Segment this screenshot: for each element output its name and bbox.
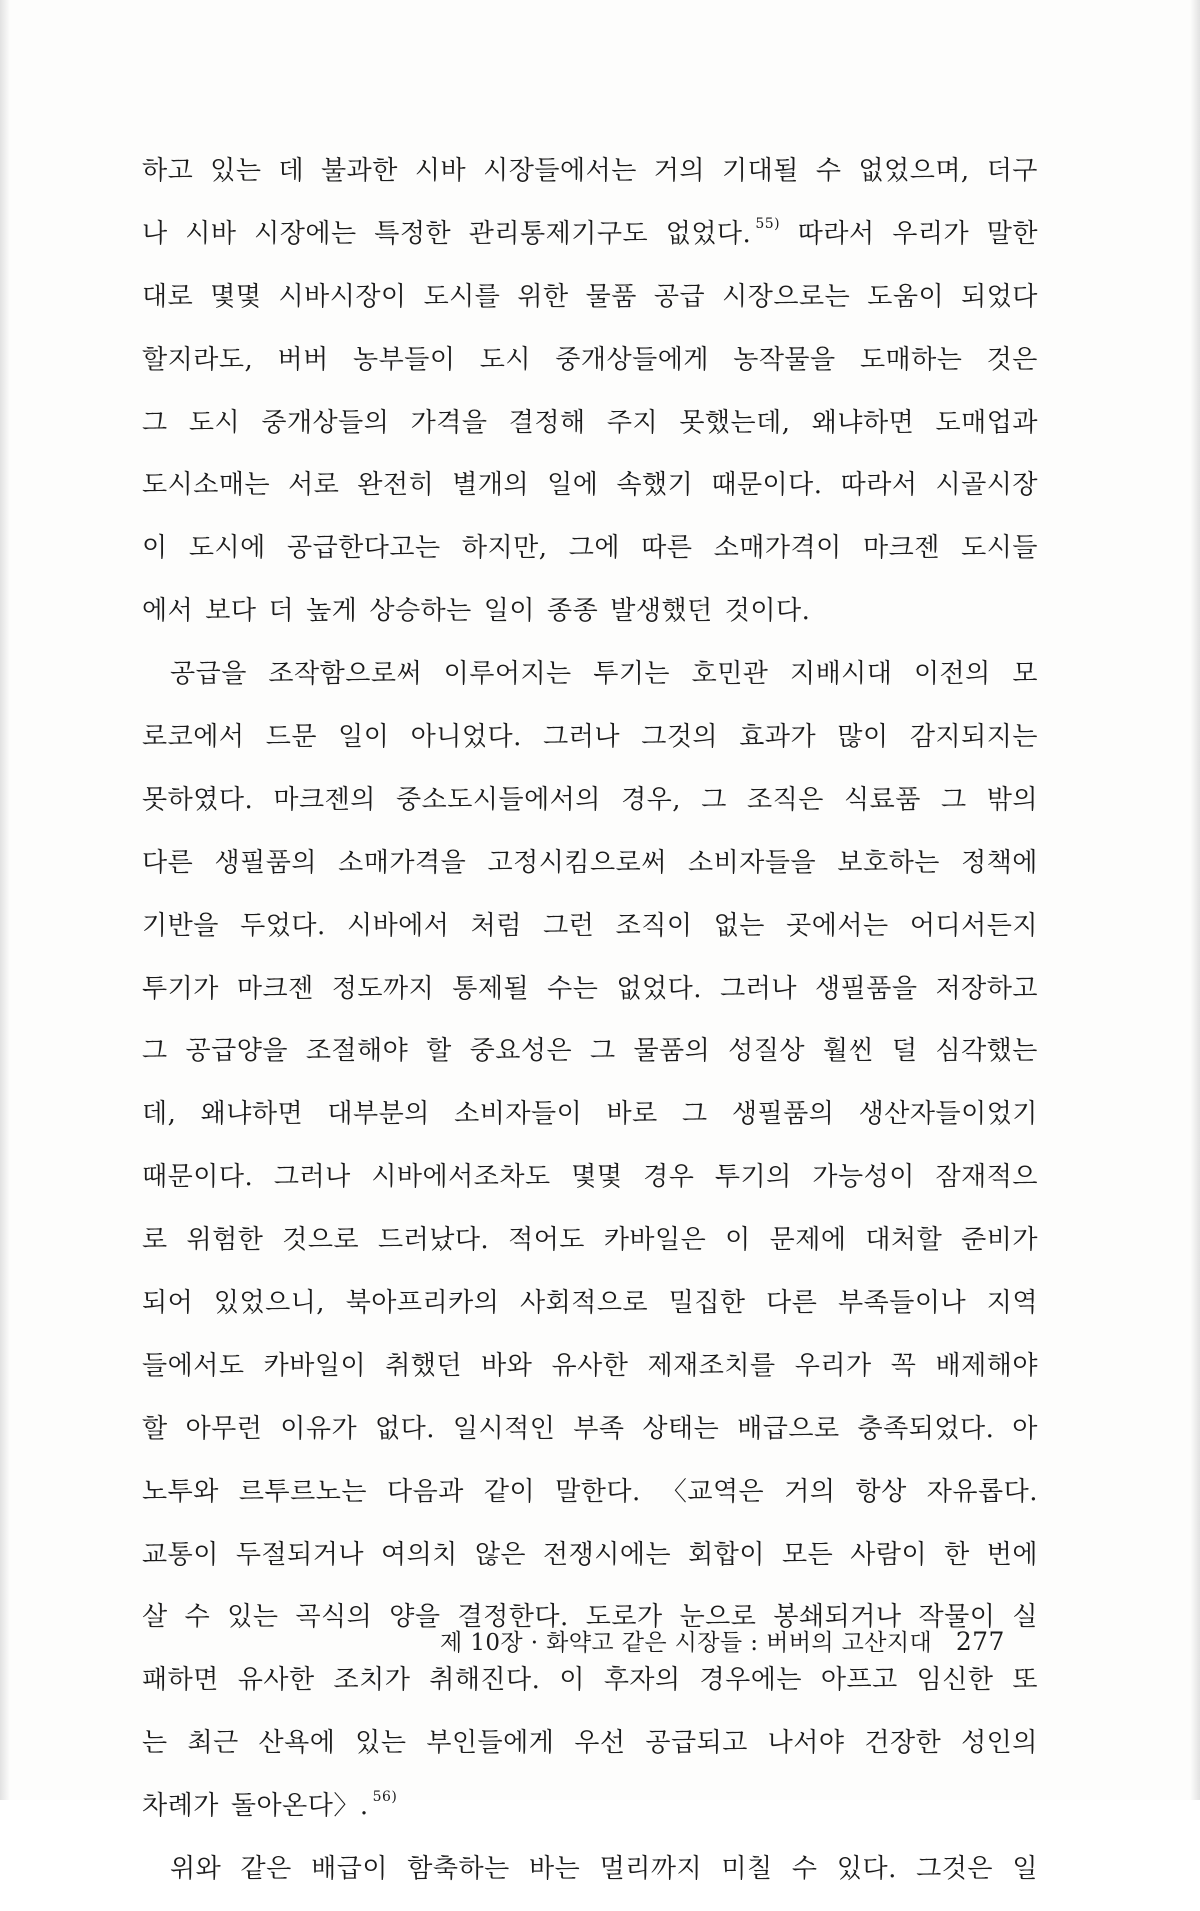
word: 조직이 (615, 910, 693, 941)
word: 그 (142, 407, 168, 438)
word: 소비자들을 (688, 847, 817, 878)
text-line (142, 1534, 1038, 1597)
word: 들에서도 (142, 1350, 245, 1381)
word: 공급을 (170, 659, 247, 690)
word: 그 (142, 1036, 168, 1067)
text-line (142, 1156, 1038, 1219)
word: 지배시대 (789, 659, 893, 690)
word: 소비자들이 (454, 1099, 583, 1130)
word: 공급되고 (645, 1728, 748, 1759)
word: 우리가 (794, 1350, 872, 1381)
word: 항상 (855, 1476, 907, 1507)
word: 수 (815, 156, 842, 186)
word: 사회적으로 (520, 1288, 649, 1319)
word: 결정해 (508, 407, 586, 438)
word: 소매가격이 (713, 533, 842, 564)
word: 수는 (547, 973, 599, 1004)
word: 그것은 (916, 1854, 994, 1885)
word: 말한다. (555, 1476, 641, 1507)
word: 하고 (142, 156, 194, 186)
word: 기반을 (142, 910, 219, 941)
word: 같은 (240, 1854, 292, 1885)
word: 불과한 (321, 156, 398, 186)
word: 조작함으로써 (268, 659, 423, 690)
text-line (142, 1722, 1038, 1785)
word: 속했기 (616, 470, 694, 501)
word: 할 (426, 1036, 452, 1067)
word: 이유가 (280, 1413, 358, 1444)
word: 밖의 (986, 784, 1038, 815)
word: 시장으로는 (722, 281, 851, 312)
word: 모 (1012, 659, 1038, 690)
word: 주지 (606, 407, 659, 438)
word: 두었다. (240, 910, 326, 941)
word: 도움이 (867, 281, 945, 312)
word: 준비가 (961, 1225, 1038, 1256)
word: 있는 (227, 1602, 279, 1633)
word: 꼭 (890, 1350, 917, 1381)
word: 유사한 (551, 1350, 629, 1381)
word: 거의 (653, 156, 706, 186)
word: 실 (1012, 1602, 1038, 1633)
word: 시장들에서는 (483, 156, 637, 186)
word: 더구 (986, 156, 1038, 186)
word: 멀리까지 (599, 1854, 703, 1885)
word: 농작물을 (733, 344, 836, 375)
text-line (142, 1282, 1038, 1345)
word: 물품의 (633, 1036, 711, 1067)
word: 버버 (277, 344, 329, 375)
word: 봉쇄되거나 (773, 1602, 902, 1633)
word: 말한 (986, 218, 1038, 249)
word: 부족 (573, 1413, 625, 1444)
word: 없었으며, (858, 156, 970, 186)
word: 같이 (483, 1476, 536, 1507)
word: 따라서 (840, 470, 918, 501)
word: 소매가격을 (338, 847, 467, 878)
word: 없는 (713, 910, 765, 941)
word: 없다. (375, 1413, 436, 1444)
word: 그러나 (543, 722, 620, 753)
word: 수 (791, 1854, 818, 1885)
word: 노투와 (142, 1476, 219, 1507)
word-with-footnote (666, 213, 780, 250)
word: 감지되지는 (909, 722, 1038, 753)
word: 적어도 (508, 1225, 585, 1256)
word: 회합이 (688, 1539, 765, 1570)
word: 생산자들이었기 (858, 1099, 1038, 1130)
text-line (142, 1030, 1038, 1093)
word: 이전의 (913, 659, 991, 690)
word: 이루어지는 (443, 659, 572, 690)
word: 이 (559, 1665, 585, 1696)
word: 그런 (543, 910, 595, 941)
word: 거의 (784, 1476, 836, 1507)
page-number: 277 (955, 1627, 1005, 1656)
word: 심각했는 (935, 1036, 1038, 1067)
word: 상승하는 (369, 596, 472, 627)
word: 왜냐하면 (200, 1099, 304, 1130)
word: 자유롭다. (926, 1476, 1038, 1507)
word: 모든 (782, 1539, 834, 1570)
word: 산욕에 (258, 1728, 336, 1759)
word: 식료품 (843, 784, 921, 815)
word: 왜냐하면 (811, 407, 915, 438)
word: 위와 (170, 1854, 222, 1885)
word: 다른 (766, 1288, 818, 1319)
word: 그에 (568, 533, 620, 564)
word: 시골시장 (935, 470, 1038, 501)
word: 곳에서는 (786, 910, 889, 941)
word: 아니었다. (410, 722, 522, 753)
word: 하지만, (461, 533, 548, 564)
word: 위험한 (186, 1225, 264, 1256)
word: 발생했던 (610, 596, 713, 627)
word: 결정한다. (457, 1602, 569, 1633)
word: 그 (589, 1036, 616, 1067)
word: 일 (1012, 1854, 1038, 1885)
text-line (142, 779, 1038, 842)
word: 몇몇 (571, 1162, 623, 1193)
word: 따라서 (797, 218, 875, 249)
word: 다음과 (387, 1476, 464, 1507)
word: 배제해야 (935, 1350, 1038, 1381)
word: 시바 (414, 156, 467, 186)
word: 전쟁시에는 (543, 1539, 672, 1570)
word: 바와 (481, 1350, 533, 1381)
word: 배급이 (311, 1854, 388, 1885)
scan-edge-left (0, 0, 10, 1800)
word: 도로가 (585, 1602, 663, 1633)
word: 대로 (142, 281, 194, 312)
word: 많이 (837, 722, 889, 753)
scan-edge-right (1190, 0, 1200, 1800)
word: 그러나 (720, 973, 797, 1004)
word: 따른 (641, 533, 693, 564)
word: 로 (142, 1225, 168, 1256)
word: 유사한 (237, 1665, 315, 1696)
word: 눈으로 (679, 1602, 757, 1633)
word: 되어 (142, 1288, 194, 1319)
word: 시바에서조차도 (371, 1162, 551, 1193)
word: 수 (184, 1602, 211, 1633)
word: 한 (944, 1539, 970, 1570)
footnote-marker: 55) (755, 216, 781, 233)
text-line (142, 905, 1038, 968)
word: 호민관 (691, 659, 769, 690)
word: 임신한 (916, 1665, 994, 1696)
word: 중소도시들에서의 (395, 784, 601, 815)
word: 부족들이나 (838, 1288, 967, 1319)
word: 시바에서 (346, 910, 450, 941)
text-line (142, 1345, 1038, 1408)
word: 투기의 (714, 1162, 792, 1193)
word: 종종 (547, 596, 599, 627)
word: 투기가 (142, 973, 219, 1004)
word: 처럼 (470, 910, 522, 941)
word: 있었으니, (213, 1288, 326, 1319)
word: 는 (142, 1728, 168, 1759)
text-line (142, 527, 1038, 590)
word: 성질상 (728, 1036, 806, 1067)
word: 저장하고 (935, 973, 1038, 1004)
word: 마크젠의 (273, 784, 376, 815)
word: 고정시킴으로써 (487, 847, 667, 878)
word: 일에 (547, 470, 599, 501)
word: 지역 (986, 1288, 1038, 1319)
word: 대처할 (865, 1225, 943, 1256)
word: 못하였다. (142, 784, 254, 815)
word: 생필품의 (214, 847, 317, 878)
word: 우선 (574, 1728, 626, 1759)
text-line (142, 402, 1038, 465)
word: 함축하는 (407, 1854, 510, 1885)
word: 아무런 (185, 1413, 263, 1444)
word: 있는 (210, 156, 262, 186)
word: 시바 (185, 218, 237, 249)
word: 여의치 (380, 1539, 458, 1570)
word: 대부분의 (327, 1099, 430, 1130)
word: 보호하는 (837, 847, 940, 878)
word: 그 (681, 1099, 708, 1130)
word: 이 (142, 533, 168, 564)
running-footer (440, 1624, 1005, 1657)
word: 통제될 (452, 973, 530, 1004)
word: 더 (268, 596, 295, 627)
word: 특정한 (374, 218, 452, 249)
word: 상태는 (642, 1413, 720, 1444)
word: 이 (725, 1225, 751, 1256)
word: 때문이다. (142, 1162, 254, 1193)
word: 있는 (355, 1728, 407, 1759)
word: 효과가 (739, 722, 817, 753)
word: 도매하는 (859, 344, 963, 375)
word: 도매업과 (935, 407, 1038, 438)
word: 못했는데, (679, 407, 791, 438)
word: 패하면 (142, 1665, 219, 1696)
word: 훨씬 (822, 1036, 875, 1067)
word: 취했던 (385, 1350, 463, 1381)
word: 것이다. (724, 596, 811, 627)
word: 다른 (142, 847, 194, 878)
word: 그 (940, 784, 967, 815)
word: 카바일은 (603, 1225, 707, 1256)
word: 도시를 (423, 281, 501, 312)
word: 어디서든지 (909, 910, 1038, 941)
running-title: 제 10장 · 화약고 같은 시장들 : 버버의 고산지대 (440, 1630, 933, 1656)
word: 르투르노는 (238, 1476, 367, 1507)
word: 가능성이 (812, 1162, 915, 1193)
word: 데, (142, 1099, 177, 1130)
word: 나 (142, 218, 168, 249)
word: 마크젠 (236, 973, 314, 1004)
text-line (142, 1471, 1038, 1534)
word: 도시들 (961, 533, 1038, 564)
word: 에서 (142, 596, 194, 627)
word: 문제에 (769, 1225, 847, 1256)
text-line (142, 150, 1038, 213)
word: 투기는 (593, 659, 671, 690)
word: 곡식의 (295, 1602, 373, 1633)
word: 그 (701, 784, 727, 815)
text-line (142, 653, 1038, 716)
word: 농부들이 (353, 344, 456, 375)
text-line (142, 1659, 1038, 1722)
word: 중개상들에게 (555, 344, 709, 375)
word: 없었다. (665, 218, 752, 249)
word: 공급한다고는 (286, 533, 441, 564)
text-line (142, 590, 1038, 653)
word: 생필품을 (814, 973, 918, 1004)
word-with-footnote (231, 1785, 398, 1822)
word: 완전히 (357, 470, 435, 501)
word: 도시 (479, 344, 531, 375)
word: 부인들에게 (426, 1728, 555, 1759)
text-line (142, 276, 1038, 339)
word: 〈교역은 (660, 1476, 765, 1507)
word: 제재조치를 (647, 1350, 776, 1381)
word: 경우 (643, 1162, 695, 1193)
word: 공급 (653, 281, 706, 312)
word: 일이 (338, 722, 390, 753)
word: 그것의 (641, 722, 719, 753)
text-line (142, 464, 1038, 527)
word: 높게 (306, 596, 358, 627)
word: 우리가 (892, 218, 970, 249)
word: 건장한 (864, 1728, 942, 1759)
word: 최근 (187, 1728, 239, 1759)
word: 작물이 (918, 1602, 996, 1633)
text-line (142, 213, 1038, 276)
word: 차례가 (142, 1791, 219, 1822)
word: 되었다 (961, 281, 1038, 312)
word: 때문이다. (711, 470, 823, 501)
word: 살 (142, 1602, 168, 1633)
word: 관리통제기구도 (468, 218, 649, 249)
word: 몇몇 (210, 281, 262, 312)
word: 경우에는 (699, 1665, 803, 1696)
word: 경우, (621, 784, 682, 815)
text-line (142, 968, 1038, 1031)
word: 물품 (585, 281, 637, 312)
word: 일시적인 (452, 1413, 556, 1444)
word: 카바일이 (263, 1350, 367, 1381)
text-line (142, 1219, 1038, 1282)
word: 별개의 (452, 470, 530, 501)
word: 것으로 (282, 1225, 360, 1256)
word: 밀집한 (668, 1288, 746, 1319)
word: 서로 (288, 470, 340, 501)
word: 충족되었다. (857, 1413, 995, 1444)
word: 마크젠 (863, 533, 940, 564)
word: 양을 (389, 1602, 441, 1633)
word: 중요성은 (469, 1036, 573, 1067)
word: 있다. (836, 1854, 897, 1885)
word: 도시에 (188, 533, 266, 564)
word: 데 (278, 156, 305, 186)
word: 돌아온다〉. (230, 1791, 369, 1822)
word: 바로 (606, 1099, 658, 1130)
text-line (142, 1408, 1038, 1471)
word: 바는 (529, 1854, 581, 1885)
word: 취해진다. (429, 1665, 541, 1696)
word: 중개상들의 (261, 407, 390, 438)
word: 조직은 (746, 784, 824, 815)
word: 드러났다. (377, 1225, 490, 1256)
word: 잠재적으 (935, 1162, 1038, 1193)
word: 가격을 (410, 407, 488, 438)
word: 그러나 (273, 1162, 351, 1193)
word: 도시 (188, 407, 241, 438)
word: 배급으로 (737, 1413, 840, 1444)
word: 것은 (986, 344, 1038, 375)
word: 정도까지 (331, 973, 435, 1004)
text-line (142, 1093, 1038, 1156)
text-line (142, 339, 1038, 402)
word: 나서야 (767, 1728, 845, 1759)
word: 생필품의 (731, 1099, 835, 1130)
word: 성인의 (961, 1728, 1038, 1759)
footnote-marker: 56) (372, 1788, 398, 1805)
word: 로코에서 (142, 722, 245, 753)
word: 조치가 (333, 1665, 411, 1696)
word: 위한 (517, 281, 569, 312)
word: 사람이 (850, 1539, 928, 1570)
word: 드문 (265, 722, 317, 753)
word: 않은 (474, 1539, 527, 1570)
word: 시장에는 (254, 218, 357, 249)
word: 아 (1012, 1413, 1038, 1444)
word: 교통이 (142, 1539, 219, 1570)
word: 미칠 (721, 1854, 773, 1885)
word: 도시소매는 (142, 470, 271, 501)
word: 할지라도, (142, 344, 254, 375)
word: 두절되거나 (235, 1539, 364, 1570)
word: 정책에 (961, 847, 1038, 878)
word: 번에 (986, 1539, 1038, 1570)
word: 기대될 (722, 156, 799, 186)
word: 보다 (205, 596, 257, 627)
word: 없었다. (616, 973, 703, 1004)
text-line (142, 1785, 1038, 1848)
word: 조절해야 (305, 1036, 409, 1067)
word: 또 (1012, 1665, 1038, 1696)
word: 덜 (891, 1036, 918, 1067)
word: 일이 (483, 596, 536, 627)
text-line (142, 842, 1038, 905)
word: 시바시장이 (278, 281, 407, 312)
word: 아프고 (820, 1665, 898, 1696)
word: 공급양을 (185, 1036, 288, 1067)
word: 후자의 (603, 1665, 681, 1696)
word: 할 (142, 1413, 168, 1444)
word: 북아프리카의 (345, 1288, 500, 1319)
text-line (142, 716, 1038, 779)
text-line (142, 1848, 1038, 1911)
